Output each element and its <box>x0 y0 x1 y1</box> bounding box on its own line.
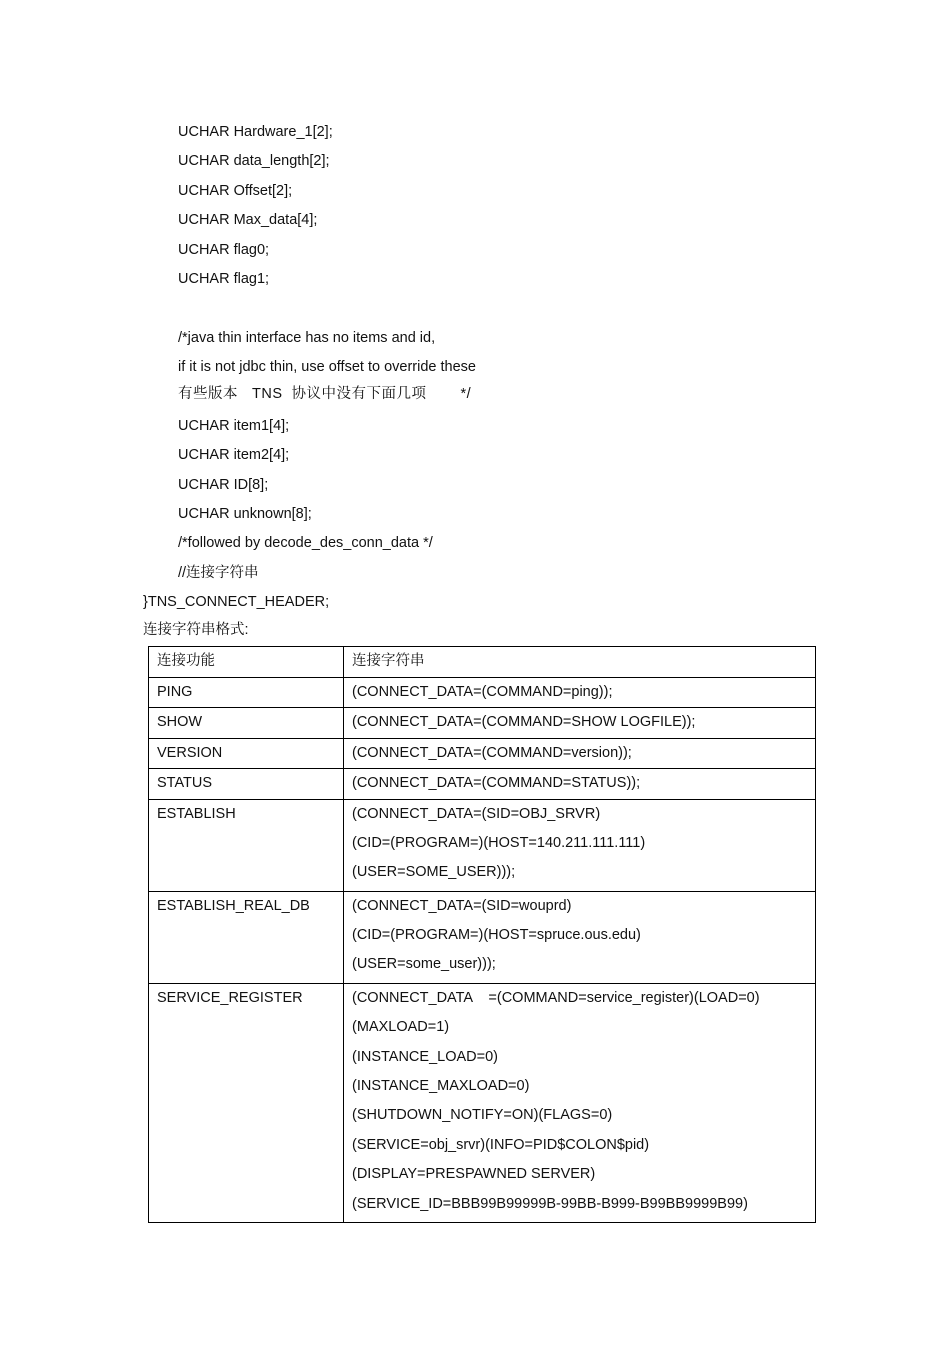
connect-string-line: (USER=some_user))); <box>352 956 496 973</box>
comment-cjk-part: */ <box>460 385 472 402</box>
code-field: UCHAR Hardware_1[2]; <box>178 124 333 140</box>
function-cell: SHOW <box>149 708 344 739</box>
code-comment-cjk <box>178 386 798 415</box>
comment-cjk-part: 有些版本 <box>178 385 238 402</box>
code-field: UCHAR unknown[8]; <box>178 506 312 523</box>
table-row <box>149 738 816 769</box>
connect-string-line: (CONNECT_DATA=(SID=wouprd) <box>352 897 572 914</box>
connect-string-cell: (CONNECT_DATA=(COMMAND=STATUS)); <box>344 769 816 800</box>
code-comment: /*java thin interface has no items and id, <box>178 329 436 346</box>
connect-string-line: (INSTANCE_LOAD=0) <box>352 1048 498 1065</box>
code-field: UCHAR item2[4]; <box>178 447 290 464</box>
connect-string-line: (INSTANCE_MAXLOAD=0) <box>352 1078 530 1095</box>
code-comment: if it is not jdbc thin, use offset to override these <box>178 359 476 376</box>
connect-string-line: (MAXLOAD=1) <box>352 1019 450 1036</box>
table-row <box>149 677 816 708</box>
code-field: UCHAR item1[4]; <box>178 417 290 434</box>
code-field: UCHAR flag0; <box>178 241 270 258</box>
function-cell: PING <box>149 677 344 708</box>
connect-string-line: (SERVICE=obj_srvr)(INFO=PID$COLON$pid) <box>352 1136 650 1153</box>
table-header-cell: 连接字符串 <box>344 647 816 678</box>
table-row <box>149 769 816 800</box>
connect-string-cell <box>344 799 816 891</box>
connect-string-line: (DISPLAY=PRESPAWNED SERVER) <box>352 1166 596 1183</box>
connect-string-line: (CONNECT_DATA=(SID=OBJ_SRVR) <box>352 805 601 822</box>
format-title: 连接字符串格式: <box>143 622 249 638</box>
comment-cjk-part: TNS <box>252 385 283 402</box>
code-field: UCHAR flag1; <box>178 270 270 287</box>
connect-string-cell <box>344 891 816 983</box>
connect-string-line: (USER=SOME_USER))); <box>352 864 516 881</box>
connect-string-line: (CONNECT_DATA =(COMMAND=service_register)(LOAD=0) <box>352 989 760 1006</box>
table-header-row <box>149 647 816 678</box>
connect-string-line: (SERVICE_ID=BBB99B99999B-99BB-B999-B99BB9999B99) <box>352 1195 748 1212</box>
table-header-cell: 连接功能 <box>149 647 344 678</box>
function-cell: ESTABLISH_REAL_DB <box>149 891 344 983</box>
connect-string-cell: (CONNECT_DATA=(COMMAND=SHOW LOGFILE)); <box>344 708 816 739</box>
table-row <box>149 891 816 983</box>
struct-code-block <box>178 121 798 591</box>
function-cell: STATUS <box>149 769 344 800</box>
struct-closing: }TNS_CONNECT_HEADER; <box>143 594 330 610</box>
table-row <box>149 799 816 891</box>
function-cell: ESTABLISH <box>149 799 344 891</box>
code-comment: //连接字符串 <box>178 564 259 581</box>
code-field: UCHAR Offset[2]; <box>178 182 293 199</box>
connect-string-line: (CID=(PROGRAM=)(HOST=140.211.111.111) <box>352 834 646 851</box>
code-comment: /*followed by decode_des_conn_data */ <box>178 535 433 552</box>
table-row <box>149 983 816 1222</box>
connect-string-line: (SHUTDOWN_NOTIFY=ON)(FLAGS=0) <box>352 1107 613 1124</box>
function-cell: SERVICE_REGISTER <box>149 983 344 1222</box>
comment-cjk-part: 协议中没有下面几项 <box>291 385 427 402</box>
table-row <box>149 708 816 739</box>
connect-string-cell: (CONNECT_DATA=(COMMAND=ping)); <box>344 677 816 708</box>
code-field: UCHAR Max_data[4]; <box>178 212 318 229</box>
connect-string-cell <box>344 983 816 1222</box>
code-field: UCHAR ID[8]; <box>178 476 269 493</box>
connect-string-line: (CID=(PROGRAM=)(HOST=spruce.ous.edu) <box>352 927 641 944</box>
blank-line <box>178 297 798 326</box>
function-cell: VERSION <box>149 738 344 769</box>
connect-string-cell: (CONNECT_DATA=(COMMAND=version)); <box>344 738 816 769</box>
code-field: UCHAR data_length[2]; <box>178 153 330 170</box>
connect-string-table <box>148 646 816 1223</box>
